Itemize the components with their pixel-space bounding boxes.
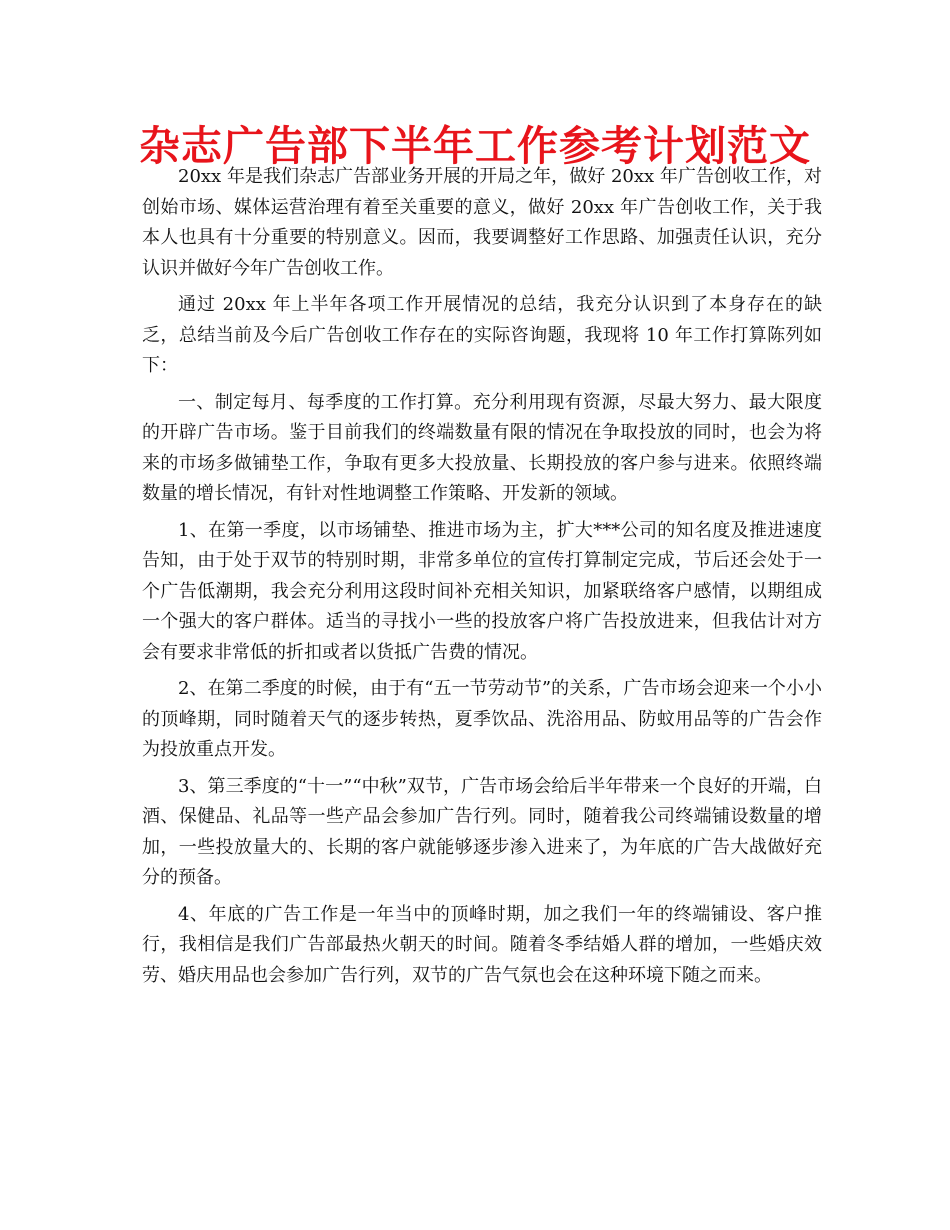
paragraph: 20xx 年是我们杂志广告部业务开展的开局之年，做好 20xx 年广告创收工作，对创始市场、媒体运营治理有着至关重要的意义，做好 20xx 年广告创收工作，关于我本人也具有十分重要的特别意义。因而，我要调整好工作思路、加强责任认识，充分认识并做好今年广告创收工作。: [142, 166, 822, 279]
paragraph: 通过 20xx 年上半年各项工作开展情况的总结，我充分认识到了本身存在的缺乏，总结当前及今后广告创收工作存在的实际咨询题，我现将 10 年工作打算陈列如下：: [142, 294, 822, 376]
document-body: [142, 162, 822, 997]
paragraph: 4、年底的广告工作是一年当中的顶峰时期，加之我们一年的终端铺设、客户推行，我相信是我们广告部最热火朝天的时间。随着冬季结婚人群的增加，一些婚庆效劳、婚庆用品也会参加广告行列，双节的广告气氛也会在这种环境下随之而来。: [142, 903, 822, 986]
paragraph: 一、制定每月、每季度的工作打算。充分利用现有资源，尽最大努力、最大限度的开辟广告市场。鉴于目前我们的终端数量有限的情况在争取投放的同时，也会为将来的市场多做铺垫工作，争取有更多大投放量、长期投放的客户参与进来。依照终端数量的增长情况，有针对性地调整工作策略、开发新的领域。: [142, 391, 822, 504]
paragraph: 1、在第一季度，以市场铺垫、推进市场为主，扩大***公司的知名度及推进速度告知，由于处于双节的特别时期，非常多单位的宣传打算制定完成，节后还会处于一个广告低潮期，我会充分利用这段时间补充相关知识，加紧联络客户感情，以期组成一个强大的客户群体。适当的寻找小一些的投放客户将广告投放进来，但我估计对方会有要求非常低的折扣或者以货抵广告费的情况。: [142, 519, 822, 663]
paragraph: 2、在第二季度的时候，由于有“五一节劳动节”的关系，广告市场会迎来一个小小的顶峰期，同时随着天气的逐步转热，夏季饮品、洗浴用品、防蚊用品等的广告会作为投放重点开发。: [142, 678, 822, 760]
document-title: 杂志广告部下半年工作参考计划范文: [139, 122, 811, 170]
paragraph: 3、第三季度的“十一”“中秋”双节，广告市场会给后半年带来一个良好的开端，白酒、保健品、礼品等一些产品会参加广告行列。同时，随着我公司终端铺设数量的增加，一些投放量大的、长期的客户就能够逐步渗入进来了，为年底的广告大战做好充分的预备。: [142, 775, 822, 888]
